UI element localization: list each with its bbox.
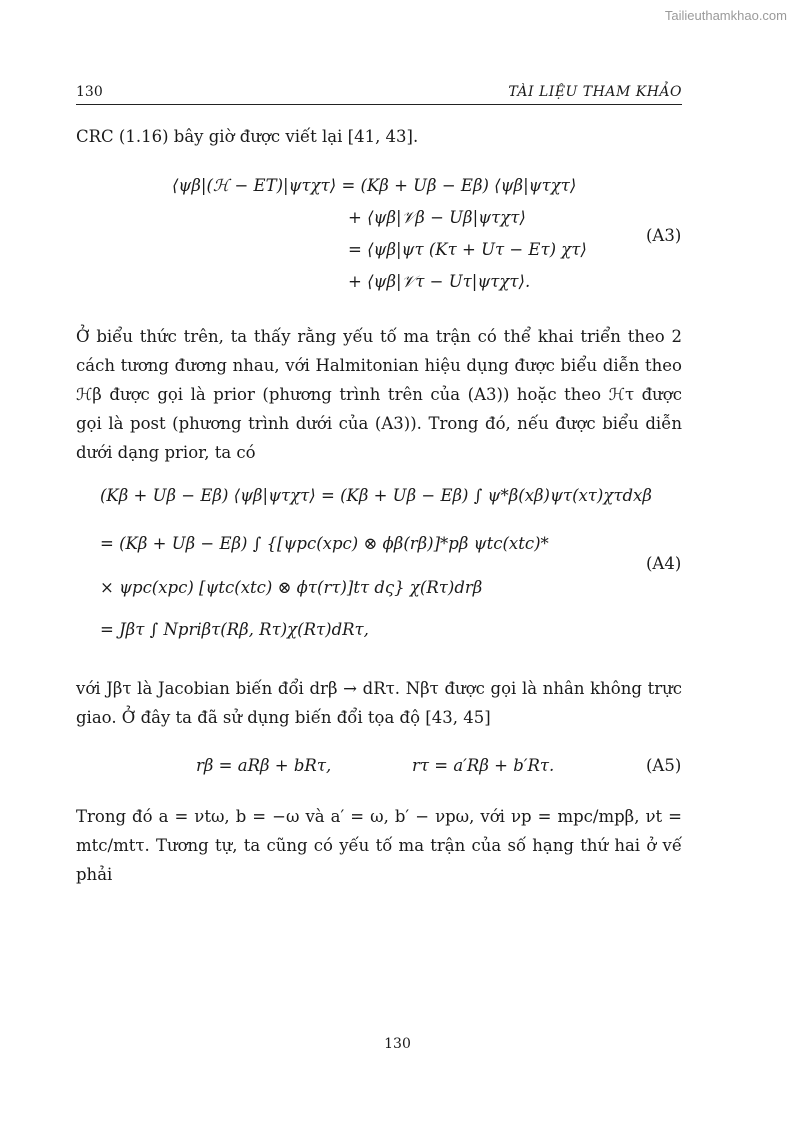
eq-a4-line2: = (Kβ + Uβ − Eβ) ∫ {[ψpc(xpc) ⊗ ϕβ(rβ)]*pβ ψtc(xtc)* — [100, 534, 549, 553]
paragraph-1: Ở biểu thức trên, ta thấy rằng yếu tố ma trận có thể khai triển theo 2 cách tương đương nhau, với Halmitonian hiệu dụng được biểu diễn theo ℋβ được gọi là prior (phương trình trên của (A3)) hoặc theo ℋτ được gọi là post (phương trình dưới của (A3)). Trong đó, nếu được biểu diễn dưới dạng prior, ta có — [76, 327, 682, 462]
eq-a3-line1: ⟨ψβ|(ℋ − ET)|ψτχτ⟩ = (Kβ + Uβ − Eβ) ⟨ψβ|ψτχτ⟩ — [172, 176, 577, 195]
eq-a3-line3: = ⟨ψβ|ψτ (Kτ + Uτ − Eτ) χτ⟩ — [348, 240, 587, 259]
eq-a3-line2: + ⟨ψβ|𝒱β − Uβ|ψτχτ⟩ — [348, 208, 526, 227]
eq-a3-line4: + ⟨ψβ|𝒱τ − Uτ|ψτχτ⟩. — [348, 272, 531, 291]
eq-a5-tag: (A5) — [646, 756, 682, 775]
eq-a3-tag: (A3) — [646, 226, 682, 245]
eq-a5-left: rβ = aRβ + bRτ, — [196, 756, 332, 775]
watermark: Tailieuthamkhao.com — [664, 8, 787, 23]
eq-a4-line3: × ψpc(xpc) [ψtc(xtc) ⊗ ϕτ(rτ)]tτ dς} χ(Rτ)drβ — [100, 578, 483, 597]
header-page-number: 130 — [76, 84, 103, 100]
footer-page-number: 130 — [384, 1036, 411, 1052]
running-title: TÀI LIỆU THAM KHẢO — [508, 84, 682, 100]
eq-a5-right: rτ = a′Rβ + b′Rτ. — [412, 756, 555, 775]
eq-a4-line4: = Jβτ ∫ Npriβτ(Rβ, Rτ)χ(Rτ)dRτ, — [100, 620, 369, 639]
eq-a4-tag: (A4) — [646, 554, 682, 573]
intro-line: CRC (1.16) bây giờ được viết lại [41, 43]. — [76, 127, 419, 146]
page-header — [76, 84, 682, 105]
eq-a4-line1: (Kβ + Uβ − Eβ) ⟨ψβ|ψτχτ⟩ = (Kβ + Uβ − Eβ) ∫ ψ*β(xβ)ψτ(xτ)χτdxβ — [100, 486, 652, 505]
paragraph-2: với Jβτ là Jacobian biến đổi drβ → dRτ. Nβτ được gọi là nhân không trực giao. Ở đây ta đã sử dụng biến đổi tọa độ [43, 45] — [76, 679, 682, 727]
paragraph-3: Trong đó a = νtω, b = −ω và a′ = ω, b′ − νpω, với νp = mpc/mpβ, νt = mtc/mtτ. Tương tự, ta cũng có yếu tố ma trận của số hạng thứ hai ở vế phải — [76, 807, 682, 884]
